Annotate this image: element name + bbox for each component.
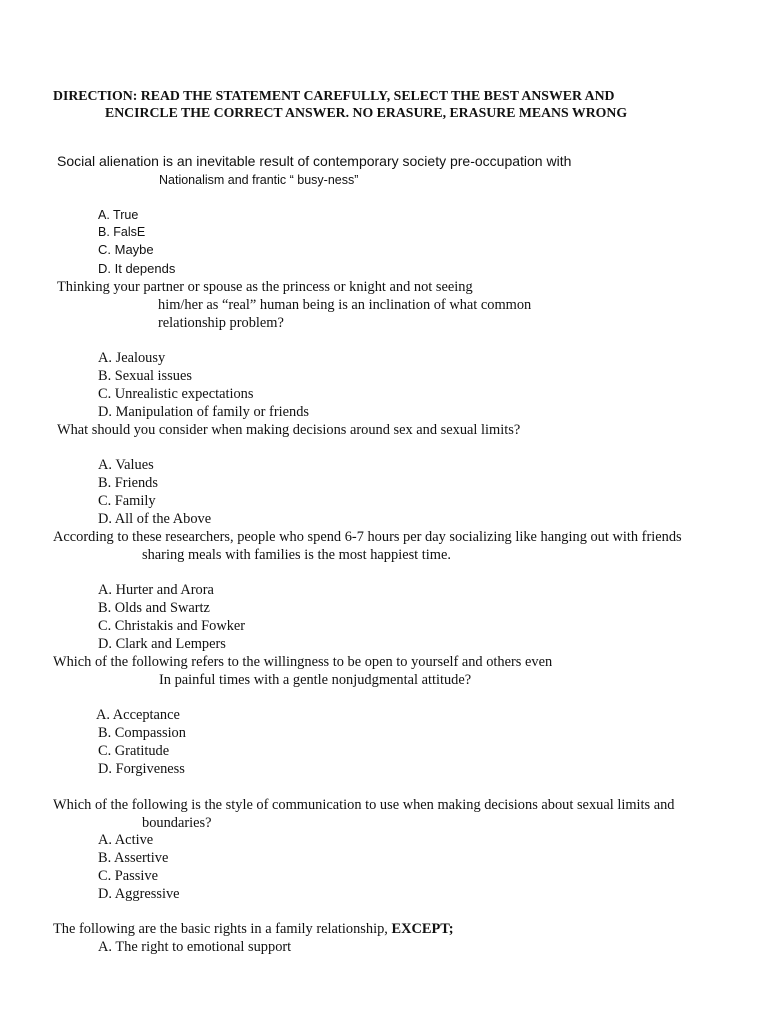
question-1-choice-a[interactable]: A. True	[98, 208, 139, 222]
question-5-line-1: Which of the following refers to the willingness to be open to yourself and others even	[53, 654, 553, 670]
question-7-emphasis: EXCEPT;	[391, 921, 454, 937]
question-7-line-1	[53, 920, 454, 938]
question-6-line-2: boundaries?	[142, 815, 212, 831]
question-1-line-1: Social alienation is an inevitable result of contemporary society pre-occupation with	[57, 153, 572, 169]
question-6-line-1: Which of the following is the style of communication to use when making decisions about sexual limits and	[53, 797, 675, 813]
question-2-choice-a[interactable]: A. Jealousy	[98, 350, 166, 366]
question-6-choice-b[interactable]: B. Assertive	[98, 850, 169, 866]
question-3-choice-c[interactable]: C. Family	[98, 493, 156, 509]
question-6-choice-c[interactable]: C. Passive	[98, 868, 158, 884]
question-1-choice-b[interactable]: B. FalsE	[98, 225, 146, 239]
question-5-line-2: In painful times with a gentle nonjudgmental attitude?	[159, 672, 472, 688]
question-4-choice-b[interactable]: B. Olds and Swartz	[98, 600, 210, 616]
question-4-line-1: According to these researchers, people who spend 6-7 hours per day socializing like hanging out with friends	[53, 529, 682, 545]
question-1-line-2: Nationalism and frantic “ busy-ness”	[159, 173, 359, 187]
question-1-choice-d[interactable]: D. It depends	[98, 261, 176, 276]
question-7-choice-a[interactable]: A. The right to emotional support	[98, 939, 292, 955]
question-2-choice-c[interactable]: C. Unrealistic expectations	[98, 386, 254, 402]
question-5-choice-b[interactable]: B. Compassion	[98, 725, 186, 741]
question-5-choice-c[interactable]: C. Gratitude	[98, 743, 170, 759]
question-2-line-3: relationship problem?	[158, 315, 284, 331]
question-3-choice-b[interactable]: B. Friends	[98, 475, 158, 491]
question-2-choice-b[interactable]: B. Sexual issues	[98, 368, 192, 384]
question-4-line-2: sharing meals with families is the most happiest time.	[142, 547, 451, 563]
question-1-choice-c[interactable]: C. Maybe	[98, 242, 154, 257]
question-5-choice-d[interactable]: D. Forgiveness	[98, 761, 185, 777]
direction-line-1: DIRECTION: READ THE STATEMENT CAREFULLY, SELECT THE BEST ANSWER AND	[53, 88, 615, 103]
question-3-choice-a[interactable]: A. Values	[98, 457, 154, 473]
direction-line-2: ENCIRCLE THE CORRECT ANSWER. NO ERASURE, ERASURE MEANS WRONG	[105, 105, 628, 120]
question-3-line-1: What should you consider when making decisions around sex and sexual limits?	[57, 422, 521, 438]
question-6-choice-d[interactable]: D. Aggressive	[98, 886, 180, 902]
question-4-choice-a[interactable]: A. Hurter and Arora	[98, 582, 214, 598]
question-4-choice-c[interactable]: C. Christakis and Fowker	[98, 618, 246, 634]
question-2-choice-d[interactable]: D. Manipulation of family or friends	[98, 404, 310, 420]
question-7-text: The following are the basic rights in a family relationship,	[53, 921, 392, 937]
question-2-line-2: him/her as “real” human being is an inclination of what common	[158, 297, 532, 313]
question-5-choice-a[interactable]: A. Acceptance	[96, 707, 180, 723]
question-2-line-1: Thinking your partner or spouse as the princess or knight and not seeing	[57, 279, 473, 295]
question-3-choice-d[interactable]: D. All of the Above	[98, 511, 212, 527]
question-4-choice-d[interactable]: D. Clark and Lempers	[98, 636, 226, 652]
question-6-choice-a[interactable]: A. Active	[98, 832, 154, 848]
